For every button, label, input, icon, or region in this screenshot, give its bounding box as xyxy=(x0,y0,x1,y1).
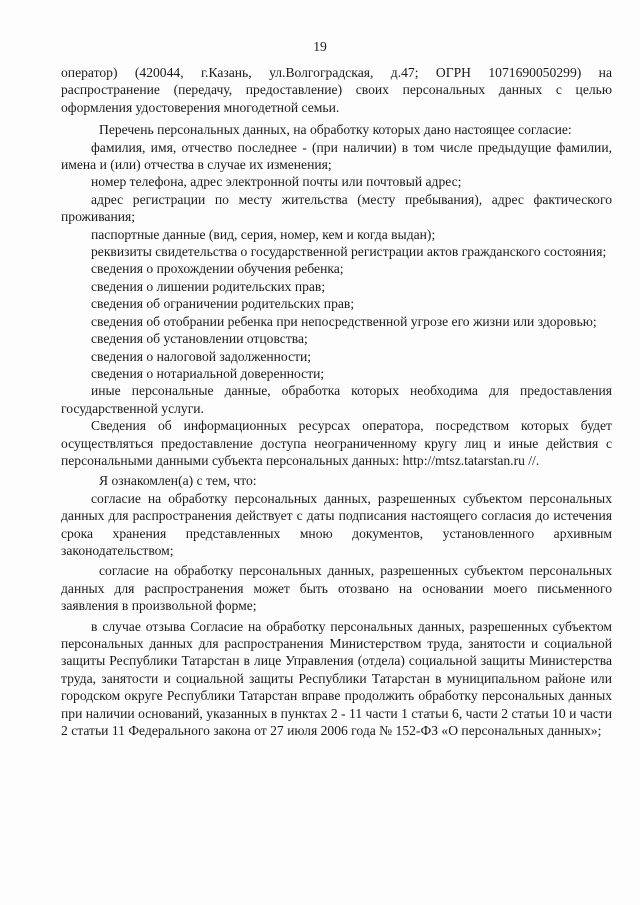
list-item: согласие на обработку персональных данных, разрешенных субъектом персональных данных для распространения может быть отозвано на основании моего письменного заявления в произвольной форме; xyxy=(61,563,612,614)
list-item: паспортные данные (вид, серия, номер, кем и когда выдан); xyxy=(91,226,436,242)
paragraph-operator-consent: оператор) (420044, г.Казань, ул.Волгоградская, д.47; ОГРН 1071690050299) на распространение (передачу, предоставление) своих персональных данных с целью оформления удостоверения многодетной семьи. xyxy=(61,65,612,115)
document-body xyxy=(61,64,612,739)
page-number: 19 xyxy=(313,39,327,54)
paragraph-acknowledgement-intro: Я ознакомлен(а) с тем, что: xyxy=(99,473,257,489)
list-item: в случае отзыва Согласие на обработку персональных данных, разрешенных субъектом персональных данных для распространения Министерством труда, занятости и социальной защиты Республики Татарстан в лице Управления (отдела) социальной защиты Министерства труда, занятости и социальной защиты Республики Татарстан в муниципальном районе или городском округе Республики Татарстан вправе продолжить обработку персональных данных при наличии оснований, указанных в пунктах 2 - 11 части 1 статьи 6, части 2 статьи 10 и части 2 статьи 11 Федерального закона от 27 июля 2006 года № 152-ФЗ «О персональных данных»; xyxy=(61,618,612,739)
list-item: сведения об установлении отцовства; xyxy=(91,331,308,347)
paragraph-data-list-intro: Перечень персональных данных, на обработку которых дано настоящее согласие: xyxy=(99,122,572,138)
list-item: номер телефона, адрес электронной почты или почтовый адрес; xyxy=(91,174,462,190)
list-item: согласие на обработку персональных данных, разрешенных субъектом персональных данных для распространения действует с даты подписания настоящего согласия до истечения срока хранения представленных мною документов, установленного архивным законодательством; xyxy=(61,490,612,558)
list-item: сведения об отобрании ребенка при непосредственной угрозе его жизни или здоровью; xyxy=(91,313,597,329)
list-item: реквизиты свидетельства о государственной регистрации актов гражданского состояния; xyxy=(91,244,607,260)
list-item: адрес регистрации по месту жительства (месту пребывания), адрес фактического проживания; xyxy=(61,191,612,225)
list-item: сведения о нотариальной доверенности; xyxy=(91,365,325,381)
list-item: сведения о прохождении обучения ребенка; xyxy=(91,261,344,277)
paragraph-information-resources: Сведения об информационных ресурсах оператора, посредством которых будет осуществляться предоставление доступа неограниченному кругу лиц и иные действия с персональными данными субъекта персональных данных: http://mtsz.tatarstan.ru //. xyxy=(61,418,612,468)
list-item: сведения о налоговой задолженности; xyxy=(91,348,312,364)
list-item: сведения об ограничении родительских прав; xyxy=(91,296,355,312)
list-item: сведения о лишении родительских прав; xyxy=(91,278,326,294)
list-item: фамилия, имя, отчество последнее - (при наличии) в том числе предыдущие фамилии, имена и (или) отчества в случае их изменения; xyxy=(61,139,612,173)
list-item: иные персональные данные, обработка которых необходима для предоставления государственной услуги. xyxy=(61,383,612,416)
